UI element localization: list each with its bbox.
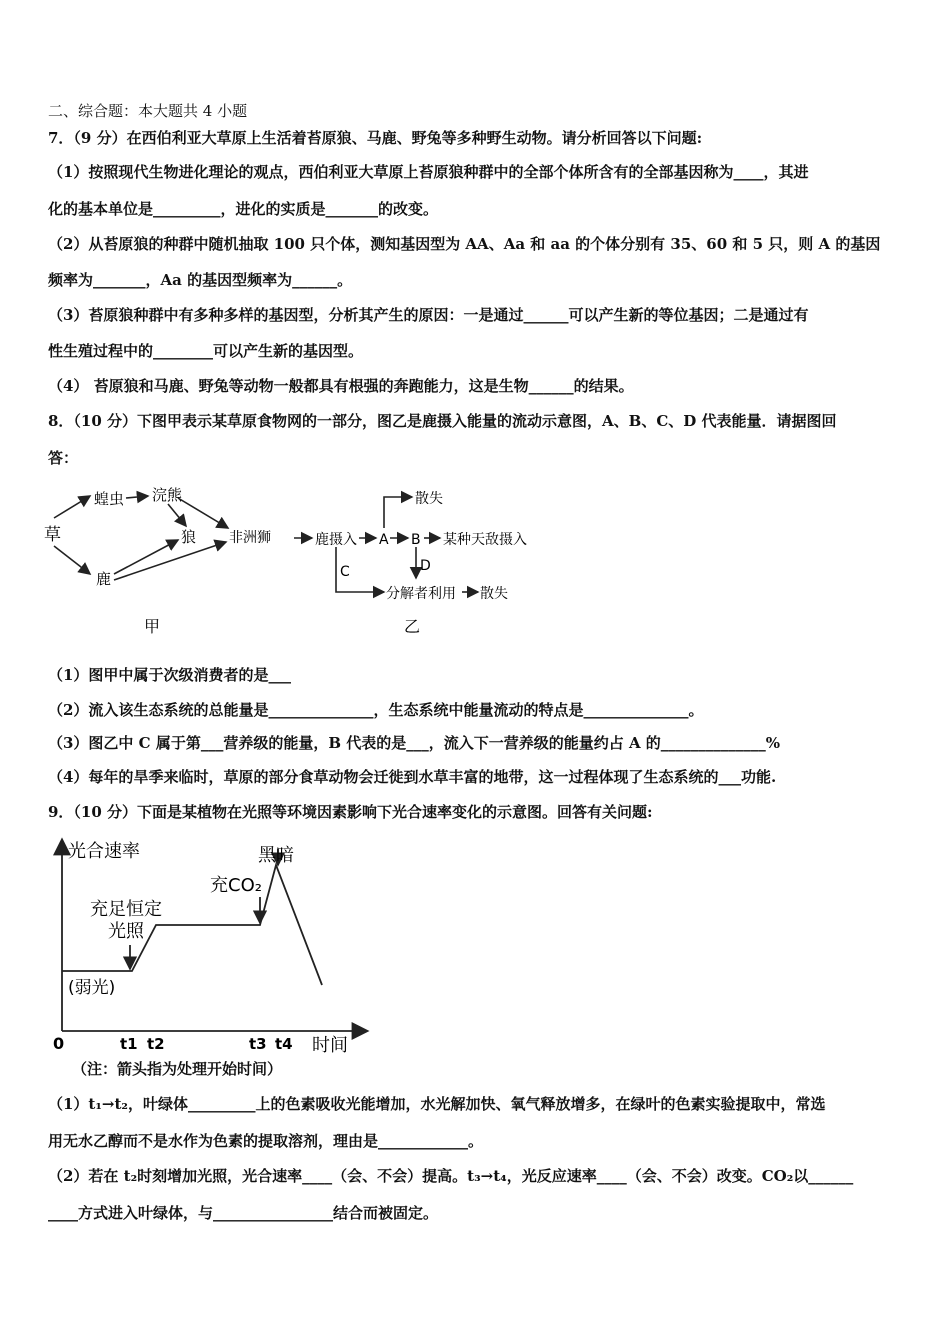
q9-part2-line2: ____方式进入叶绿体，与________________结合而被固定。	[48, 1204, 439, 1222]
chart-xlabel: 时间	[312, 1035, 348, 1055]
arrow-grass-deer	[54, 546, 90, 574]
ann-co2: 充CO₂	[210, 875, 262, 896]
rate-curve	[62, 865, 322, 985]
q7-part1-line1: （1）按照现代生物进化理论的观点，西伯利亚大草原上苔原狼种群中的全部个体所含有的全部基因称为____，其进	[48, 163, 809, 181]
node-locust: 蝗虫	[94, 490, 125, 508]
arrow-grass-locust	[54, 496, 90, 518]
arrow-locust-raccoon	[126, 496, 148, 498]
q8-stem-line2: 答：	[48, 449, 79, 467]
ann-light-1: 充足恒定	[90, 899, 162, 920]
ann-dark: 黑暗	[258, 845, 294, 866]
node-deer: 鹿	[96, 570, 112, 588]
arrow-a-lost	[384, 497, 412, 528]
q9-note: （注：箭头指为处理开始时间）	[72, 1060, 283, 1078]
flow-b: B	[411, 532, 421, 548]
tick-t3: t3	[249, 1035, 267, 1053]
q7-part2-line2: 频率为_______，Aa 的基因型频率为______。	[48, 271, 353, 289]
q9-part2-line1: （2）若在 t₂时刻增加光照，光合速率____（会、不会）提高。t₃→t₄，光反应速率____（会、不会）改变。CO₂以______	[48, 1167, 854, 1185]
q7-part4: （4） 苔原狼和马鹿、野兔等动物一般都具有根强的奔跑能力，这是生物______的结果。	[48, 377, 634, 395]
q7-stem: 7．（9 分）在西伯利亚大草原上生活着苔原狼、马鹿、野兔等多种野生动物。请分析回答以下问题:	[48, 129, 703, 147]
node-grass: 草	[44, 525, 61, 545]
node-wolf: 狼	[181, 528, 197, 546]
section-heading: 二、综合题：本大题共 4 小题	[48, 102, 248, 120]
q7-part1-line2: 化的基本单位是_________，进化的实质是_______的改变。	[48, 200, 439, 218]
node-lion: 非洲狮	[229, 530, 271, 546]
flow-enemy: 某种天敌摄入	[443, 532, 527, 548]
caption-yi: 乙	[404, 617, 421, 636]
q8-stem-line1: 8．（10 分）下图甲表示某草原食物网的一部分，图乙是鹿摄入能量的流动示意图，A、B、C、D 代表能量．请据图回	[48, 412, 837, 430]
arrow-raccoon-wolf	[168, 504, 186, 526]
food-web-diagram	[40, 478, 285, 643]
tick-t4: t4	[275, 1035, 293, 1053]
ann-light-2: 光照	[108, 921, 144, 942]
q8-part3: （3）图乙中 C 属于第___营养级的能量，B 代表的是___，流入下一营养级的能量约占 A 的______________%	[48, 734, 781, 752]
tick-t2: t2	[147, 1035, 165, 1053]
q8-part2: （2）流入该生态系统的总能量是______________，生态系统中能量流动的特点是______________。	[48, 701, 704, 719]
flow-intake: 鹿摄入	[315, 532, 357, 548]
flow-lost-bottom: 散失	[480, 586, 508, 602]
flow-c: C	[340, 564, 350, 580]
flow-a: A	[379, 532, 389, 548]
q7-part3-line2: 性生殖过程中的________可以产生新的基因型。	[48, 342, 364, 360]
chart-ylabel: 光合速率	[68, 841, 140, 862]
q7-part2-line1: （2）从苔原狼的种群中随机抽取 100 只个体，测知基因型为 AA、Aa 和 aa 的个体分别有 35、60 和 5 只，则 A 的基因	[48, 235, 881, 253]
q8-part1: （1）图甲中属于次级消费者的是___	[48, 666, 291, 684]
q8-part4: （4）每年的旱季来临时，草原的部分食草动物会迁徙到水草丰富的地带，这一过程体现了生态系统的___功能.	[48, 768, 777, 786]
energy-flow-diagram	[290, 478, 535, 643]
q9-part1-line2: 用无水乙醇而不是水作为色素的提取溶剂，理由是____________。	[48, 1132, 484, 1150]
q7-part3-line1: （3）苔原狼种群中有多种多样的基因型，分析其产生的原因：一是通过______可以产生新的等位基因；二是通过有	[48, 306, 809, 324]
node-raccoon: 浣熊	[152, 486, 183, 504]
arrow-deer-lion	[114, 542, 226, 580]
flow-decomposer: 分解者利用	[386, 586, 456, 602]
photosynthesis-chart	[40, 833, 370, 1055]
caption-jia: 甲	[144, 617, 161, 636]
tick-t1: t1	[120, 1035, 138, 1053]
q9-stem: 9．（10 分）下面是某植物在光照等环境因素影响下光合速率变化的示意图。回答有关问题:	[48, 803, 653, 821]
q9-part1-line1: （1）t₁→t₂，叶绿体_________上的色素吸收光能增加，水光解加快、氧气释放增多，在绿叶的色素实验提取中，常选	[48, 1095, 826, 1113]
flow-lost-top: 散失	[415, 491, 443, 507]
arrow-raccoon-lion	[178, 498, 228, 528]
flow-d: D	[420, 558, 431, 574]
ann-weak-light: (弱光)	[68, 978, 116, 998]
chart-origin: 0	[53, 1034, 65, 1053]
